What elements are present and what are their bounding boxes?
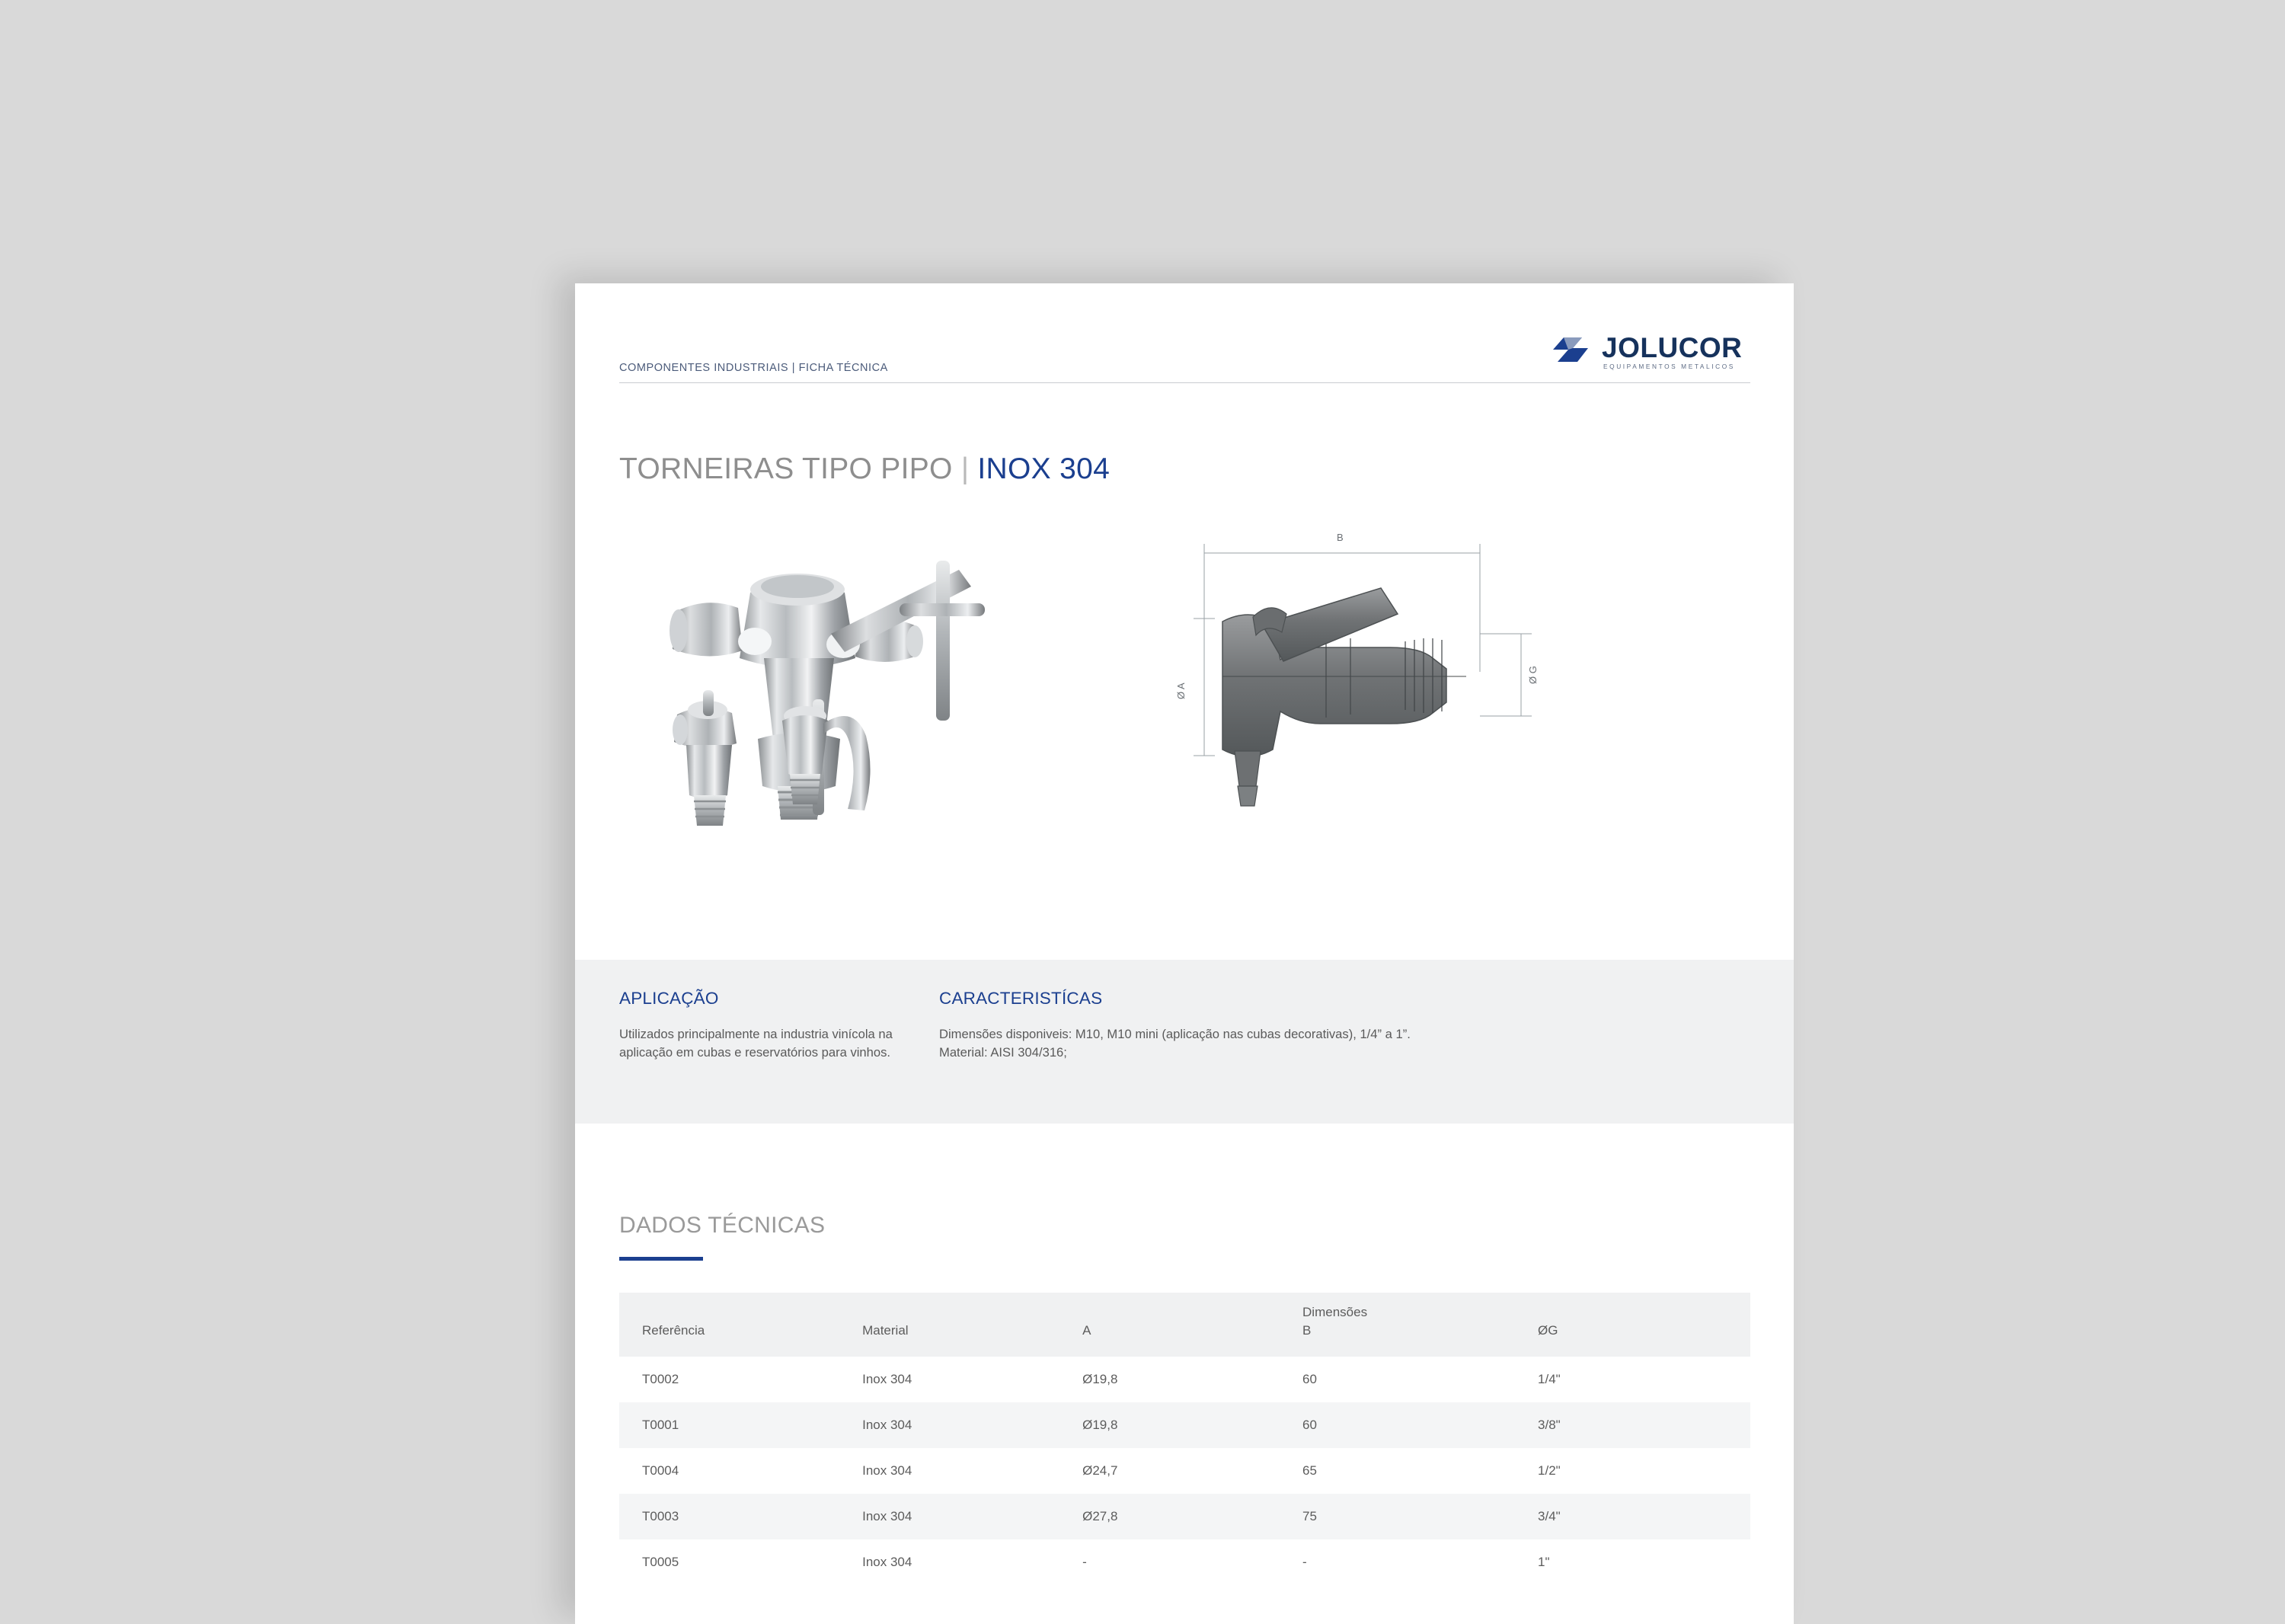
column-header-referencia: Referência [642, 1323, 705, 1338]
cell-material: Inox 304 [862, 1509, 912, 1523]
page-title-accent: INOX 304 [977, 452, 1111, 485]
head-spacer-g [1538, 1293, 1750, 1322]
cell-og: 1/2" [1538, 1463, 1561, 1478]
cell-b: 75 [1302, 1509, 1317, 1523]
cell-material: Inox 304 [862, 1555, 912, 1569]
cell-og: 3/4" [1538, 1509, 1561, 1523]
document-page [575, 283, 1794, 1624]
table-body [619, 1357, 1750, 1585]
cell-a: - [1082, 1555, 1087, 1569]
product-media [575, 512, 1794, 954]
head-spacer-mat [862, 1293, 1082, 1322]
cell-material: Inox 304 [862, 1372, 912, 1386]
table-head [619, 1293, 1750, 1357]
cell-a: Ø19,8 [1082, 1372, 1118, 1386]
drawing-label-g: Ø G [1527, 666, 1539, 684]
cell-b: 65 [1302, 1463, 1317, 1478]
application-text: Utilizados principalmente na industria vinícola na aplicação em cubas e reservatórios para vinhos. [619, 1027, 893, 1060]
page-title-separator: | [960, 452, 970, 485]
application-block [619, 989, 909, 1061]
info-band [575, 960, 1794, 1124]
cell-og: 3/8" [1538, 1418, 1561, 1432]
column-header-og: ØG [1538, 1323, 1558, 1338]
cell-a: Ø19,8 [1082, 1418, 1118, 1432]
technical-heading: DADOS TÉCNICAS [619, 1213, 826, 1238]
cell-material: Inox 304 [862, 1463, 912, 1478]
application-heading: APLICAÇÃO [619, 989, 719, 1008]
cell-referencia: T0003 [642, 1509, 679, 1523]
table-head-group-row [619, 1293, 1750, 1322]
product-photo [644, 533, 1131, 929]
breadcrumb: COMPONENTES INDUSTRIAIS | FICHA TÉCNICA [619, 362, 888, 374]
company-logo [1552, 328, 1751, 375]
column-header-material: Material [862, 1323, 909, 1338]
cell-referencia: T0002 [642, 1372, 679, 1386]
cell-a: Ø24,7 [1082, 1463, 1118, 1478]
cell-b: - [1302, 1555, 1307, 1569]
cell-b: 60 [1302, 1372, 1317, 1386]
drawing-label-b: B [1337, 532, 1344, 543]
header-divider [619, 382, 1750, 383]
characteristics-block [939, 989, 1442, 1061]
cell-material: Inox 304 [862, 1418, 912, 1432]
document-header [575, 283, 1794, 398]
table-row [619, 1357, 1750, 1402]
technical-table [619, 1293, 1750, 1585]
table-row [619, 1448, 1750, 1494]
characteristics-line-2: Material: AISI 304/316; [939, 1044, 1067, 1060]
table-row [619, 1402, 1750, 1448]
page-title [619, 452, 1110, 486]
cell-og: 1/4" [1538, 1372, 1561, 1386]
technical-drawing [1177, 527, 1619, 847]
head-spacer-ref [619, 1293, 862, 1322]
head-group-dimensoes: Dimensões [1302, 1305, 1368, 1319]
head-spacer-a [1082, 1293, 1302, 1322]
column-header-a: A [1082, 1323, 1091, 1338]
characteristics-line-1: Dimensões disponiveis: M10, M10 mini (aplicação nas cubas decorativas), 1/4” a 1”. [939, 1027, 1411, 1041]
table-row [619, 1539, 1750, 1585]
cell-referencia: T0005 [642, 1555, 679, 1569]
table-head-row [619, 1322, 1750, 1357]
cell-referencia: T0004 [642, 1463, 679, 1478]
page-title-main: TORNEIRAS TIPO PIPO [619, 452, 953, 485]
logo-tagline: EQUIPAMENTOS METALICOS [1603, 363, 1735, 370]
cell-og: 1" [1538, 1555, 1550, 1569]
column-header-b: B [1302, 1323, 1312, 1338]
technical-heading-underline [619, 1257, 703, 1261]
table-row [619, 1494, 1750, 1539]
logo-wordmark: JOLUCOR [1602, 332, 1743, 363]
cell-referencia: T0001 [642, 1418, 679, 1432]
logo-mark-icon [1552, 331, 1594, 368]
cell-a: Ø27,8 [1082, 1509, 1118, 1523]
drawing-label-a: Ø A [1175, 683, 1187, 699]
characteristics-heading: CARACTERISTÍCAS [939, 989, 1103, 1008]
cell-b: 60 [1302, 1418, 1317, 1432]
